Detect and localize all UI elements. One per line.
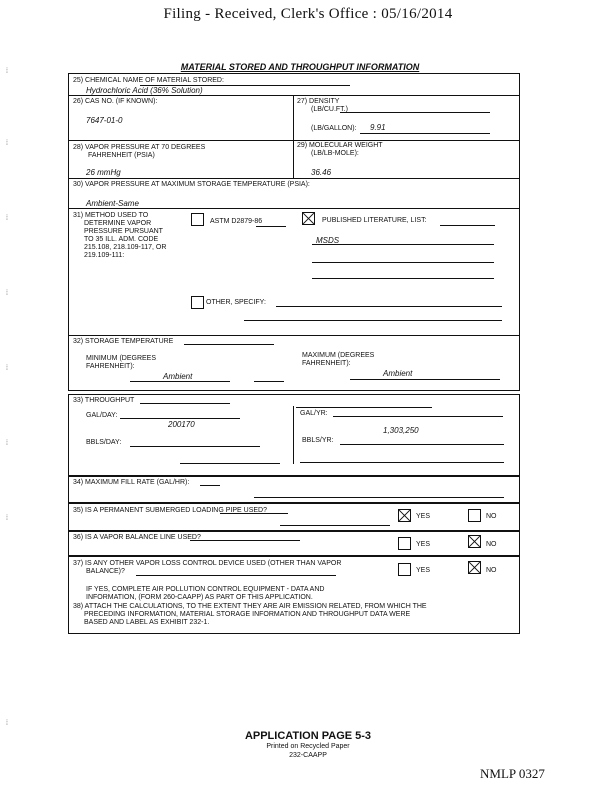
s29-label: 29) MOLECULAR WEIGHT [297, 142, 383, 149]
other-line-2 [244, 320, 502, 321]
col-divider [293, 140, 294, 178]
s34-label: 34) MAXIMUM FILL RATE (GAL/HR): [73, 479, 190, 486]
s35-no-checkbox[interactable] [468, 509, 481, 522]
margin-mark-icon: ⁞ [6, 215, 8, 222]
gal-day-label: GAL/DAY: [86, 412, 118, 419]
min-temp-underline-2 [254, 381, 284, 382]
s35-no-label: NO [486, 513, 497, 520]
filing-stamp: Filing - Received, Clerk's Office : 05/16/2014 [163, 6, 453, 22]
s37-no-label: NO [486, 567, 497, 574]
max-temp-label-2: FAHRENHEIT): [302, 360, 351, 367]
s35-label: 35) IS A PERMANENT SUBMERGED LOADING PIPE USED? [73, 507, 267, 514]
document-number: NMLP 0327 [480, 766, 545, 781]
gal-day-value[interactable]: 200170 [168, 420, 195, 429]
s30-value[interactable]: Ambient-Same [86, 199, 139, 208]
astm-checkbox[interactable] [191, 213, 204, 226]
s33-underline-2 [296, 407, 432, 408]
s34-underline-2 [254, 497, 504, 498]
s35-yes-label: YES [416, 513, 431, 520]
s31-label-6: 219.109-111: [84, 252, 125, 259]
col-divider [293, 95, 294, 140]
s28-label: 28) VAPOR PRESSURE AT 70 DEGREES [73, 144, 206, 151]
margin-mark-icon: ⁞ [6, 68, 8, 75]
s27-gal-underline [360, 133, 490, 134]
gal-day-underline [120, 418, 240, 419]
margin-mark-icon: ⁞ [6, 290, 8, 297]
row-divider [68, 95, 520, 96]
s36-no-checkbox[interactable] [468, 535, 481, 548]
published-value[interactable]: MSDS [316, 236, 340, 245]
gal-yr-underline [333, 416, 503, 417]
s38-line-1: 38) ATTACH THE CALCULATIONS, TO THE EXTENT THEY ARE AIR EMISSION RELATED, FROM WHICH THE [73, 603, 427, 610]
form-title: MATERIAL STORED AND THROUGHPUT INFORMATION [180, 62, 420, 72]
s29-label-2: (LB/LB-MOLE): [311, 150, 359, 157]
row-divider [68, 335, 520, 336]
other-line-1 [276, 306, 502, 307]
min-temp-underline [130, 381, 230, 382]
lit-line-3 [312, 278, 494, 279]
s35-underline [220, 513, 288, 514]
astm-label: ASTM D2879-86 [210, 218, 263, 225]
max-temp-underline [350, 379, 500, 380]
application-page: APPLICATION PAGE 5-3 [244, 730, 372, 742]
other-checkbox[interactable] [191, 296, 204, 309]
s35-underline-2 [280, 525, 390, 526]
margin-mark-icon: ⁞ [6, 140, 8, 147]
s34-underline [200, 485, 220, 486]
s27-label: 27) DENSITY [297, 98, 340, 105]
s27-cuft-underline [340, 112, 490, 113]
other-label: OTHER, SPECIFY: [206, 299, 266, 306]
s33-underline [140, 403, 230, 404]
gal-yr-value[interactable]: 1,303,250 [383, 426, 419, 435]
astm-underline [256, 226, 286, 227]
lit-line-1 [312, 244, 494, 245]
s31-label-4: TO 35 ILL. ADM. CODE [84, 236, 159, 243]
margin-mark-icon: ⁞ [6, 365, 8, 372]
margin-mark-icon: ⁞ [6, 515, 8, 522]
s26-value[interactable]: 7647-01-0 [86, 116, 123, 125]
s25-underline [140, 85, 350, 86]
s33-label: 33) THROUGHPUT [73, 397, 135, 404]
s31-label-3: PRESSURE PURSUANT [84, 228, 163, 235]
s37-note-2: INFORMATION, (FORM 260-CAAPP) AS PART OF THIS APPLICATION. [86, 594, 313, 601]
min-temp-label-2: FAHRENHEIT): [86, 363, 135, 370]
throughput-box [68, 394, 520, 476]
bbl-yr-underline [340, 444, 504, 445]
s36-yes-checkbox[interactable] [398, 537, 411, 550]
form-number: 232-CAAPP [289, 752, 327, 759]
s27-label-cuft: (LB/CU.FT.) [311, 106, 348, 113]
max-temp-label: MAXIMUM (DEGREES [302, 352, 375, 359]
bbl-yr-label: BBLS/YR: [302, 437, 334, 444]
min-temp-value[interactable]: Ambient [163, 372, 193, 381]
s31-label-2: DETERMINE VAPOR [84, 220, 152, 227]
bbl-day-label: BBLS/DAY: [86, 439, 122, 446]
s37-yes-label: YES [416, 567, 431, 574]
gal-yr-label: GAL/YR: [300, 410, 328, 417]
s28-value[interactable]: 26 mmHg [86, 168, 121, 177]
lit-line-2 [312, 262, 494, 263]
s37-label-2: BALANCE)? [86, 568, 125, 575]
max-temp-value[interactable]: Ambient [383, 369, 413, 378]
s32-label: 32) STORAGE TEMPERATURE [73, 338, 174, 345]
s37-yes-checkbox[interactable] [398, 563, 411, 576]
s36-underline [190, 540, 300, 541]
s36-no-label: NO [486, 541, 497, 548]
s37-underline [136, 575, 336, 576]
published-underline [440, 225, 495, 226]
s36-yes-label: YES [416, 541, 431, 548]
s31-label-5: 215.108, 218.109-117, OR [84, 244, 167, 251]
bbl-day-underline [130, 446, 260, 447]
s38-line-3: BASED AND LABEL AS EXHIBIT 232-1. [84, 619, 210, 626]
s36-label: 36) IS A VAPOR BALANCE LINE USED? [73, 534, 201, 541]
s28-label-2: FAHRENHEIT (PSIA) [88, 152, 155, 159]
margin-mark-icon: ⁞ [6, 440, 8, 447]
bbl-day-underline-2 [180, 463, 280, 464]
bbl-yr-underline-2 [300, 462, 504, 463]
row-divider [68, 140, 520, 141]
row-divider [68, 178, 520, 179]
margin-mark-icon: ⁞ [6, 720, 8, 727]
s37-label: 37) IS ANY OTHER VAPOR LOSS CONTROL DEVICE USED (OTHER THAN VAPOR [73, 560, 342, 567]
published-checkbox[interactable] [302, 212, 315, 225]
s25-value[interactable]: Hydrochloric Acid (36% Solution) [86, 86, 203, 95]
recycled-paper-note: Printed on Recycled Paper [266, 743, 350, 750]
s37-note-1: IF YES, COMPLETE AIR POLLUTION CONTROL EQUIPMENT - DATA AND [86, 586, 325, 593]
s32-underline [184, 344, 274, 345]
s25-label: 25) CHEMICAL NAME OF MATERIAL STORED: [73, 77, 224, 84]
row-divider [68, 208, 520, 209]
col-divider [293, 406, 294, 464]
s27-label-gal: (LB/GALLON): [311, 125, 357, 132]
s29-value[interactable]: 36.46 [311, 168, 332, 177]
s35-yes-checkbox[interactable] [398, 509, 411, 522]
s26-label: 26) CAS NO. (IF KNOWN): [73, 98, 158, 105]
s38-line-2: PRECEDING INFORMATION, MATERIAL STORAGE INFORMATION AND THROUGHPUT DATA WERE [84, 611, 411, 618]
s30-label: 30) VAPOR PRESSURE AT MAXIMUM STORAGE TEMPERATURE (PSIA): [73, 181, 310, 188]
s37-no-checkbox[interactable] [468, 561, 481, 574]
published-label: PUBLISHED LITERATURE, LIST: [322, 217, 427, 224]
s31-label-1: 31) METHOD USED TO [73, 212, 149, 219]
min-temp-label: MINIMUM (DEGREES [86, 355, 156, 362]
s27-value[interactable]: 9.91 [370, 123, 386, 132]
